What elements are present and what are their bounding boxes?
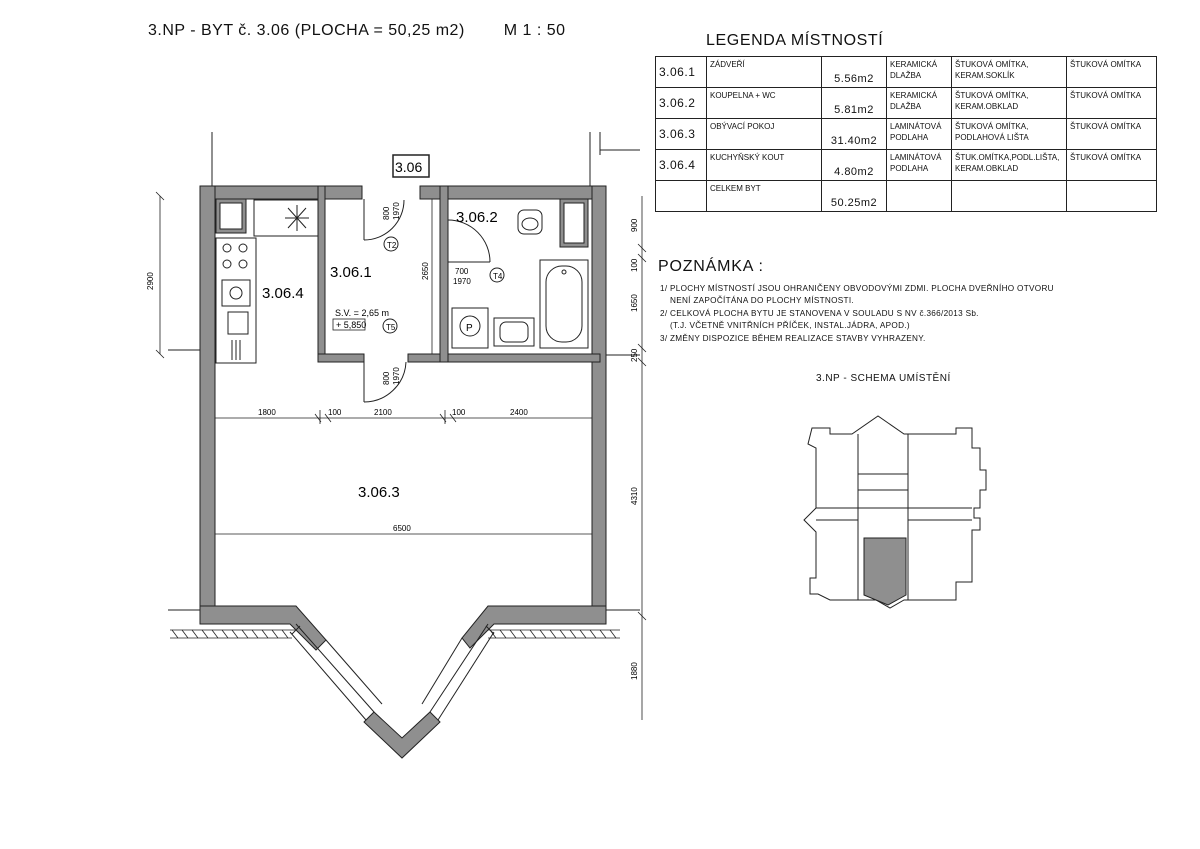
floor-finish: LAMINÁTOVÁ PODLAHA bbox=[887, 150, 952, 181]
unit-tag: 3.06 bbox=[395, 159, 423, 175]
floor-finish: KERAMICKÁ DLAŽBA bbox=[887, 57, 952, 88]
room-code: 3.06.3 bbox=[656, 119, 707, 150]
room-area: 5.81m2 bbox=[822, 88, 887, 119]
total-area: 50.25m2 bbox=[822, 181, 887, 212]
room-label-3-06-1: 3.06.1 bbox=[330, 264, 372, 281]
door-width: 700 bbox=[455, 267, 469, 276]
notes-list bbox=[660, 283, 1054, 345]
door-tag: T2 bbox=[387, 241, 397, 250]
room-area: 31.40m2 bbox=[822, 119, 887, 150]
room-name: OBÝVACÍ POKOJ bbox=[707, 119, 822, 150]
dim-100b: 100 bbox=[452, 408, 466, 417]
legend-row bbox=[656, 150, 1157, 181]
legend-total-row bbox=[656, 181, 1157, 212]
door-height: 1970 bbox=[453, 277, 471, 286]
total-label: CELKEM BYT bbox=[707, 181, 822, 212]
door-tag: T4 bbox=[493, 272, 503, 281]
door-swings bbox=[364, 199, 490, 402]
room-code: 3.06.1 bbox=[656, 57, 707, 88]
door-width: 800 bbox=[382, 371, 391, 385]
wall-finish: ŠTUK.OMÍTKA,PODL.LIŠTA, KERAM.OBKLAD bbox=[952, 150, 1067, 181]
dim-2100: 2100 bbox=[374, 408, 392, 417]
room-name: ZÁDVEŘÍ bbox=[707, 57, 822, 88]
drawing-title bbox=[148, 22, 566, 40]
ceiling-finish: ŠTUKOVÁ OMÍTKA bbox=[1067, 88, 1157, 119]
door-height: 1970 bbox=[392, 367, 401, 385]
legend-title: LEGENDA MÍSTNOSTÍ bbox=[706, 32, 884, 49]
exterior-walls bbox=[200, 186, 606, 758]
door-tag: T5 bbox=[386, 323, 396, 332]
schema-title: 3.NP - SCHEMA UMÍSTĚNÍ bbox=[816, 373, 951, 384]
ceiling-finish: ŠTUKOVÁ OMÍTKA bbox=[1067, 150, 1157, 181]
room-area: 5.56m2 bbox=[822, 57, 887, 88]
floor-finish: LAMINÁTOVÁ PODLAHA bbox=[887, 119, 952, 150]
dim-6500: 6500 bbox=[393, 524, 411, 533]
note-line: (T.J. VČETNĚ VNITŘNÍCH PŘÍČEK, INSTAL.JÁDRA, APOD.) bbox=[670, 321, 910, 331]
dim-100a: 100 bbox=[328, 408, 342, 417]
floor-level-label: + 5,850 bbox=[336, 320, 367, 330]
dim-100: 100 bbox=[630, 258, 639, 272]
door-height: 1970 bbox=[392, 202, 401, 220]
notes-title: POZNÁMKA : bbox=[658, 258, 764, 275]
room-code: 3.06.4 bbox=[656, 150, 707, 181]
dim-left-height: 2900 bbox=[146, 272, 155, 290]
note-line: NENÍ ZAPOČÍTÁNA DO PLOCHY MÍSTNOSTI. bbox=[670, 296, 854, 306]
room-name: KOUPELNA + WC bbox=[707, 88, 822, 119]
dim-2400: 2400 bbox=[510, 408, 528, 417]
dim-250: 250 bbox=[630, 348, 639, 362]
dim-4310: 4310 bbox=[630, 487, 639, 505]
room-label-3-06-2: 3.06.2 bbox=[456, 209, 498, 226]
apartment-highlight bbox=[864, 538, 906, 605]
scale-text: M 1 : 50 bbox=[503, 22, 566, 39]
ceiling-finish: ŠTUKOVÁ OMÍTKA bbox=[1067, 57, 1157, 88]
dimension-lines bbox=[156, 192, 646, 720]
room-legend-table bbox=[655, 56, 1157, 212]
legend-row bbox=[656, 57, 1157, 88]
note-line: 1/ PLOCHY MÍSTNOSTÍ JSOU OHRANIČENY OBVODOVÝMI ZDMI. PLOCHA DVEŘNÍHO OTVORU bbox=[660, 284, 1054, 293]
location-schema bbox=[790, 410, 1000, 610]
clear-height-label: S.V. = 2,65 m bbox=[335, 308, 389, 318]
terrace-hatch bbox=[170, 630, 620, 638]
room-name: KUCHYŇSKÝ KOUT bbox=[707, 150, 822, 181]
ceiling-finish: ŠTUKOVÁ OMÍTKA bbox=[1067, 119, 1157, 150]
dim-hall-depth: 2650 bbox=[421, 262, 430, 280]
wall-finish: ŠTUKOVÁ OMÍTKA, KERAM.SOKLÍK bbox=[952, 57, 1067, 88]
dim-900: 900 bbox=[630, 218, 639, 232]
room-code: 3.06.2 bbox=[656, 88, 707, 119]
title-text: 3.NP - BYT č. 3.06 (PLOCHA = 50,25 m2) bbox=[148, 22, 465, 39]
room-label-3-06-4: 3.06.4 bbox=[262, 285, 304, 302]
wall-finish: ŠTUKOVÁ OMÍTKA, PODLAHOVÁ LIŠTA bbox=[952, 119, 1067, 150]
note-line: 3/ ZMĚNY DISPOZICE BĚHEM REALIZACE STAVBY VYHRAZENY. bbox=[660, 333, 926, 343]
room-label-3-06-3: 3.06.3 bbox=[358, 484, 400, 501]
dim-1880: 1880 bbox=[630, 662, 639, 680]
boiler-label: P bbox=[466, 323, 473, 334]
door-width: 800 bbox=[382, 206, 391, 220]
wall-finish: ŠTUKOVÁ OMÍTKA, KERAM.OBKLAD bbox=[952, 88, 1067, 119]
floor-plan bbox=[130, 125, 650, 775]
dim-1650: 1650 bbox=[630, 294, 639, 312]
dim-1800: 1800 bbox=[258, 408, 276, 417]
floor-finish: KERAMICKÁ DLAŽBA bbox=[887, 88, 952, 119]
legend-row bbox=[656, 119, 1157, 150]
note-line: 2/ CELKOVÁ PLOCHA BYTU JE STANOVENA V SOULADU S NV č.366/2013 Sb. bbox=[660, 308, 979, 318]
legend-row bbox=[656, 88, 1157, 119]
room-area: 4.80m2 bbox=[822, 150, 887, 181]
interior-walls bbox=[216, 186, 600, 362]
